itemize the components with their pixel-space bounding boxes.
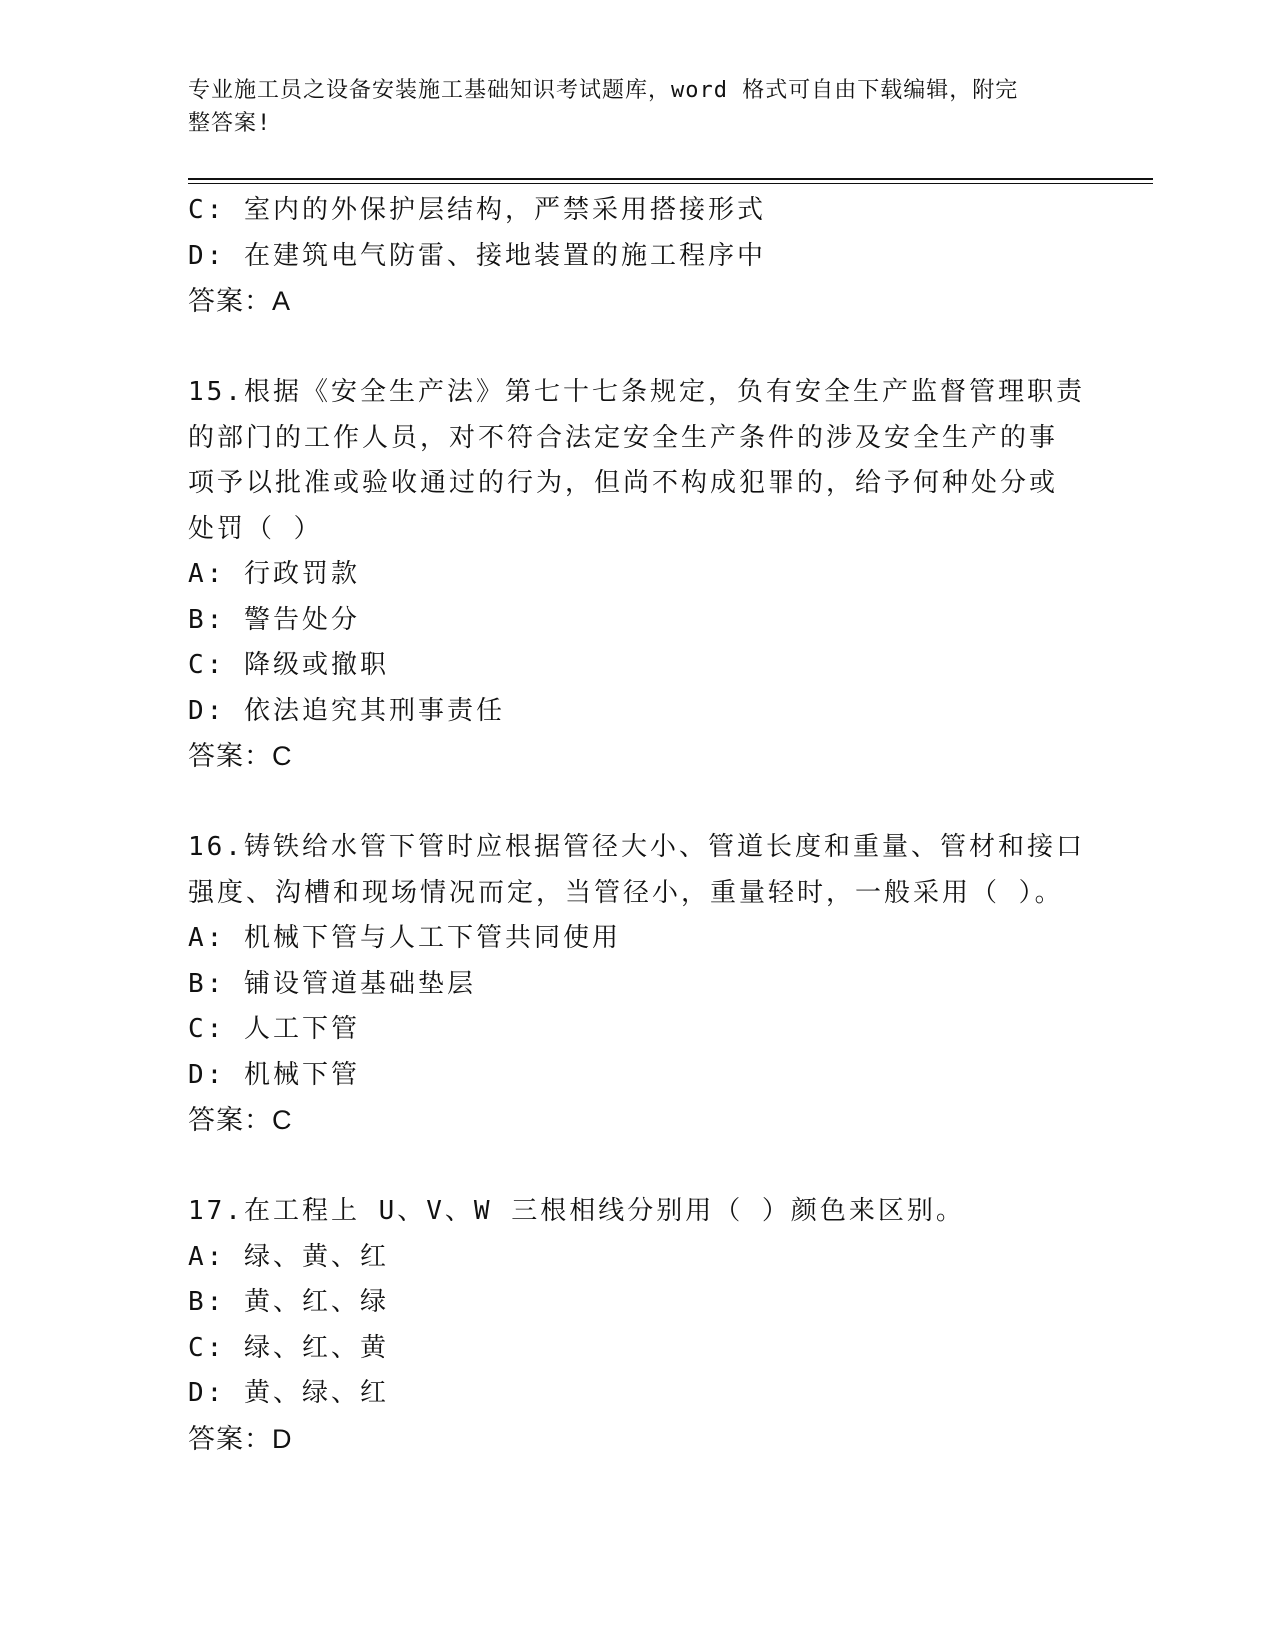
q14-answer: 答案：A [188, 286, 292, 316]
question-block-16 [188, 825, 1088, 1144]
q15-option-a: A: 行政罚款 [188, 559, 360, 589]
q17-option-a: A: 绿、黄、红 [188, 1241, 389, 1272]
q16-option-a: A: 机械下管与人工下管共同使用 [188, 923, 621, 953]
q15-stem-line-1: 15.根据《安全生产法》第七十七条规定，负有安全生产监督管理职责 [188, 377, 1085, 407]
question-block-15 [188, 370, 1088, 780]
q17-stem-line-1: 17.在工程上 U、V、W 三根相线分别用（ ）颜色来区别。 [188, 1196, 965, 1226]
header-line-1: 专业施工员之设备安装施工基础知识考试题库，word 格式可自由下载编辑，附完 [188, 78, 1019, 103]
q16-option-c: C: 人工下管 [188, 1014, 360, 1044]
spacer [188, 780, 1088, 826]
q15-option-b: B: 警告处分 [188, 604, 360, 635]
q14-option-d: D: 在建筑电气防雷、接地装置的施工程序中 [188, 240, 766, 271]
spacer [188, 1144, 1088, 1190]
q16-stem-line-2: 强度、沟槽和现场情况而定，当管径小，重量轻时，一般采用（ ）。 [188, 877, 1064, 908]
spacer [188, 325, 1088, 371]
q15-option-c: C: 降级或撤职 [188, 650, 389, 680]
header-rule-thick [188, 178, 1153, 180]
header-line-2: 整答案! [188, 111, 272, 136]
q15-option-d: D: 依法追究其刑事责任 [188, 695, 505, 726]
header-rule-thin [188, 183, 1153, 184]
q16-stem-line-1: 16.铸铁给水管下管时应根据管径大小、管道长度和重量、管材和接口 [188, 832, 1085, 862]
q17-option-c: C: 绿、红、黄 [188, 1332, 389, 1363]
q15-stem-line-2: 的部门的工作人员，对不符合法定安全生产条件的涉及安全生产的事 [188, 422, 1059, 453]
q17-option-d: D: 黄、绿、红 [188, 1378, 389, 1408]
q17-answer: 答案：D [188, 1423, 293, 1454]
q14-option-c: C: 室内的外保护层结构，严禁采用搭接形式 [188, 195, 766, 225]
document-header [188, 74, 1068, 140]
q16-option-b: B: 铺设管道基础垫层 [188, 968, 476, 999]
q15-stem-line-3: 项予以批准或验收通过的行为，但尚不构成犯罪的，给予何种处分或 [188, 468, 1059, 498]
question-list [188, 188, 1088, 1462]
q16-option-d: D: 机械下管 [188, 1059, 360, 1090]
question-block-17 [188, 1189, 1088, 1462]
question-block-14 [188, 188, 1088, 325]
q15-stem-line-4: 处罚（ ） [188, 513, 323, 544]
q15-answer: 答案：C [188, 741, 293, 771]
q17-option-b: B: 黄、红、绿 [188, 1287, 389, 1317]
q16-answer: 答案：C [188, 1105, 293, 1135]
